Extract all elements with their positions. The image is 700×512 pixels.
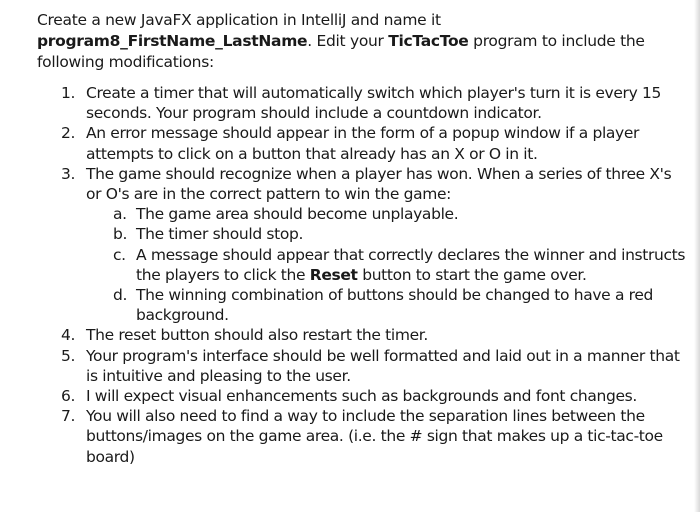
list-item-6 — [0, 386, 686, 406]
list-item-text: An error message should appear in the form of a popup window if a player attempts to click on a button that already has an X or O in it. — [86, 124, 640, 163]
list-number: 5. — [61, 346, 76, 365]
list-number: 3. — [61, 164, 76, 183]
reset-word: Reset — [309, 265, 358, 284]
program-name: program8_FirstName_LastName — [37, 32, 308, 50]
list-item-text: I will expect visual enhancements such as backgrounds and font changes. — [86, 387, 637, 406]
list-number: 7. — [61, 407, 76, 426]
list-item-5 — [0, 346, 686, 386]
page-edge-shadow — [694, 0, 700, 512]
list-item-2 — [0, 123, 686, 163]
sub-item-a — [0, 204, 696, 224]
list-item-1 — [0, 83, 686, 123]
list-item-text: The game should recognize when a player has won. When a series of three X's or O's are in the correct pattern to win the game: — [86, 164, 672, 204]
sub-item-d — [0, 285, 696, 325]
sub-item-text-end: button to start the game over. — [357, 265, 587, 284]
list-item-4 — [0, 325, 686, 345]
list-item-text: Your program's interface should be well formatted and laid out in a manner that is intuitive and pleasing to the user. — [86, 346, 680, 385]
intro-line: Create a new JavaFX application in IntelliJ and name it — [37, 11, 441, 29]
sub-number: b. — [113, 225, 128, 244]
list-number: 2. — [61, 124, 76, 143]
list-number: 4. — [61, 326, 76, 345]
list-number: 1. — [61, 84, 76, 102]
modifications-list — [0, 83, 700, 467]
sub-item-text: The timer should stop. — [136, 225, 304, 244]
sub-item-b — [0, 224, 696, 244]
list-number: 6. — [61, 387, 76, 406]
sub-item-text: A message should appear that correctly declares the winner and instructs the players to click the — [136, 245, 686, 284]
sub-number: a. — [113, 205, 127, 224]
sub-number: c. — [113, 245, 126, 264]
sub-item-text: The winning combination of buttons should be changed to have a red background. — [136, 286, 654, 325]
tictactoe-name: TicTacToe — [388, 32, 469, 50]
list-item-text: Create a timer that will automatically switch which player's turn it is every 15 seconds. Your program should include a countdown indicator. — [86, 84, 661, 123]
list-item-7 — [0, 406, 686, 467]
intro-text-end: program to include the following modifications: — [37, 32, 645, 71]
sub-item-c — [0, 245, 696, 285]
list-item-text: You will also need to find a way to include the separation lines between the buttons/images on the game area. (i.e. the # sign that makes up a tic-tac-toe board) — [86, 407, 663, 466]
intro-paragraph — [37, 10, 677, 73]
list-item-text: The reset button should also restart the timer. — [86, 326, 428, 345]
intro-text: . Edit your — [307, 32, 389, 50]
sub-item-text: The game area should become unplayable. — [136, 205, 459, 224]
sub-number: d. — [113, 286, 128, 305]
list-item-3 — [0, 164, 686, 204]
